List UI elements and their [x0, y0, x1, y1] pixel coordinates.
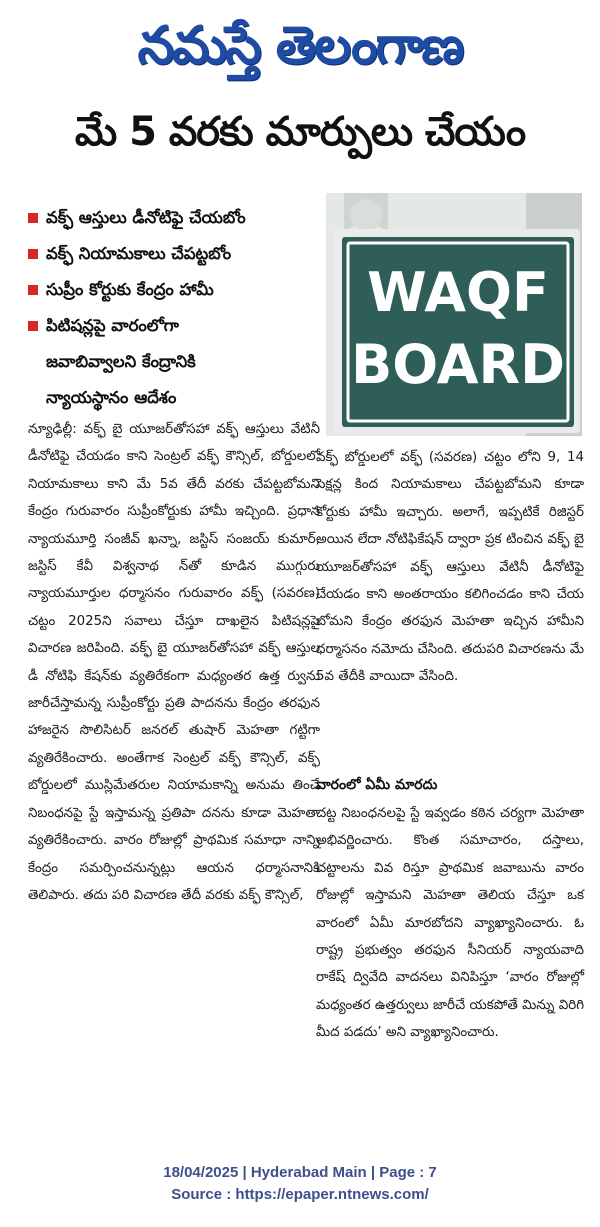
footer-edition-info: 18/04/2025 | Hyderabad Main | Page : 7: [163, 1164, 437, 1181]
footer-source: Source : https://epaper.ntnews.com/: [171, 1186, 429, 1203]
board-text-line1: WAQF: [367, 261, 549, 324]
highlight-text-continued: న్యాయస్థానం ఆదేశం: [46, 388, 177, 407]
waqf-board-illustration: [326, 193, 582, 436]
article-subheading: వారంలో ఏమీ మారదు: [316, 777, 438, 793]
waqf-board-photo: [326, 193, 582, 436]
highlight-text: పిటిషన్లపై వారంలోగా: [46, 316, 179, 335]
masthead-title: నమస్తే తెలంగాణ: [137, 16, 463, 76]
article-column-right-bottom: చట్ట నిబంధనలపై స్టే ఇవ్వడం కఠిన చర్యగా మెహతా అభివర్ణించారు. కొంత సమాచారం, దస్తాలు, చట్టాలను వివ రిస్తూ ప్రాథమిక జవాబును వారం రోజుల్లో ఇస్తామని మెహతా తెలియ చేస్తూ ఒక వారంలో ఏమీ మారబోదని వ్యాఖ్యానించారు. ఓ రాష్ట్ర ప్రభుత్వం తరఫున సీనియర్ న్యాయవాది రాకేష్ ద్వివేది వాదనలు వినిపిస్తూ ‘వారం రోజుల్లో మధ్యంతర ఉత్తర్వులు జారీచే యకపోతే మిన్ను విరిగి మీద పడదు’ అని వ్యాఖ్యానించారు.: [316, 806, 584, 1041]
article-column-left: న్యూఢిల్లీ: వక్ఫ్ బై యూజర్‌తోసహా వక్ఫ్ ఆస్తులు వేటినీ డీనోటిఫై చేయడం కాని సెంట్రల్ వక్ఫ్ కౌన్సిల్, బోర్డులలో నియామకాలు కాని మే 5వ తేదీ వరకు చేపట్టబోమని కేంద్రం గురువారం సుప్రీంకోర్టుకు హామీ ఇచ్చింది. ప్రధాన న్యాయమూర్తి సంజీవ్ ఖన్నా, జస్టిస్ సంజయ్ కుమార్, జస్టిస్ కేవీ విశ్వనాథ న్‌తో కూడిన ముగ్గురు న్యాయమూర్తుల ధర్మాసనం గురువారం వక్ఫ్ (సవరణ) చట్టం 2025ని సవాలు చేస్తూ దాఖలైన పిటిషన్లపై విచారణ జరిపింది. వక్ఫ్ బై యూజర్‌తోసహా వక్ఫ్ ఆస్తుల డీ నోటిఫి కేషన్‌కు వ్యతిరేకంగా మధ్యంతర ఉత్త ర్వును జారీచేస్తామన్న సుప్రీంకోర్టు ప్రతి పాదనను కేంద్రం తరఫున హాజరైన సొలిసిటర్ జనరల్ తుషార్ మెహతా గట్టిగా వ్యతిరేకించారు. అంతేగాక సెంట్రల్ వక్ఫ్ కౌన్సిల్, వక్ఫ్ బోర్డులలో ముస్లిమేతరుల నియామకాన్ని అనుమ తించే నిబంధనపై స్టే ఇస్తామన్న ప్రతిపా దనను కూడా మెహతా వ్యతిరేకించారు. వారం రోజుల్లో ప్రాథమిక సమాధా నాన్ని కేంద్రం సమర్పించనున్నట్లు ఆయన ధర్మాసనానికి తెలిపారు. తదు పరి విచారణ తేదీ వరకు వక్ఫ్ కౌన్సిల్,: [28, 422, 320, 903]
highlight-item: [28, 308, 318, 416]
highlight-text: సుప్రీం కోర్టుకు కేంద్రం హామీ: [46, 280, 214, 299]
article-column-right-top: వక్ఫ్ బోర్డులలో వక్ఫ్ (సవరణ) చట్టం లోని 9, 14 సెక్షన్ల కింద నియామకాలు చేపట్టబోమని కూడా కోర్టుకు హామీ ఇచ్చారు. అలాగే, ఇప్పటికే రిజిస్టర్ అయిన లేదా నోటిఫికేషన్ ద్వారా ప్రక టించిన వక్ఫ్ బై యూజర్‌తోసహా వక్ఫ్ ఆస్తులు వేటినీ డీనోటిఫై చేయడం కాని అంతరాయం కలిగించడం కాని చేయ బోమని కేంద్రం తరఫున మెహతా ఇచ్చిన హామీని ధర్మాసనం నమోదు చేసింది. తదుపరి విచారణను మే 5వ తేదీకి వాయిదా వేసింది.: [316, 450, 584, 685]
highlight-text: వక్ఫ్ నియామకాలు చేపట్టబోం: [46, 244, 232, 263]
highlights-list: [28, 200, 318, 416]
highlight-item: [28, 272, 318, 308]
headline: మే 5 వరకు మార్పులు చేయం: [74, 109, 526, 155]
highlight-text: వక్ఫ్ ఆస్తులు డీనోటిఫై చేయబోం: [46, 208, 246, 227]
highlight-text-continued: జవాబివ్వాలని కేంద్రానికి: [46, 352, 196, 371]
highlight-item: [28, 236, 318, 272]
masthead: [0, 0, 600, 92]
highlight-item: [28, 200, 318, 236]
board-text-line2: BOARD: [351, 333, 565, 396]
